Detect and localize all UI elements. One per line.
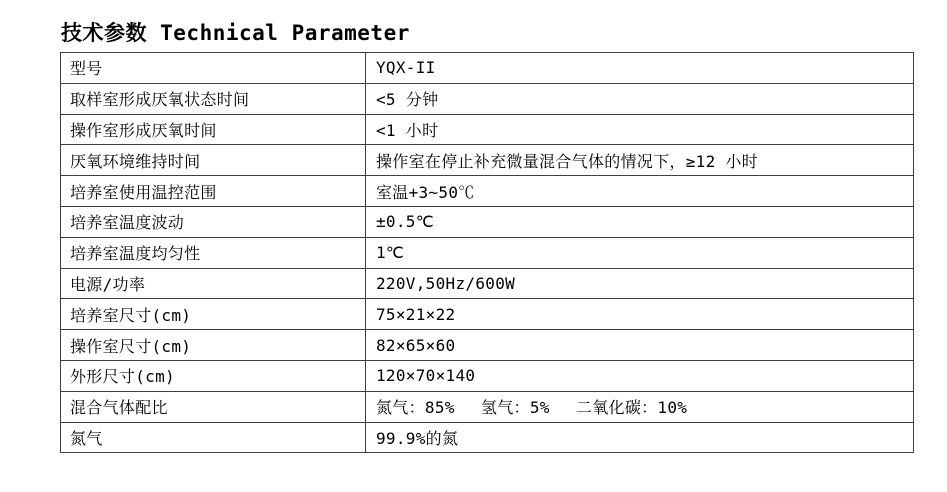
table-row	[61, 83, 914, 114]
parameter-label-cell: 取样室形成厌氧状态时间	[61, 83, 366, 114]
parameter-table-body	[61, 53, 914, 453]
parameter-label-cell: 操作室尺寸(cm)	[61, 330, 366, 361]
parameter-value-cell: YQX-II	[366, 53, 914, 84]
parameter-value-cell: 室温+3~50℃	[366, 176, 914, 207]
parameter-value-cell: 操作室在停止补充微量混合气体的情况下，≥12 小时	[366, 145, 914, 176]
parameter-label-cell: 操作室形成厌氧时间	[61, 114, 366, 145]
page-title: 技术参数 Technical Parameter	[61, 21, 410, 45]
parameter-value-cell: <5 分钟	[366, 83, 914, 114]
table-row	[61, 206, 914, 237]
parameter-value-cell: ±0.5℃	[366, 206, 914, 237]
parameter-label-cell: 培养室使用温控范围	[61, 176, 366, 207]
parameter-label-cell: 氮气	[61, 422, 366, 453]
parameter-value-cell: 氮气：85% 氢气：5% 二氧化碳：10%	[366, 391, 914, 422]
table-row	[61, 422, 914, 453]
parameter-label-cell: 型号	[61, 53, 366, 84]
table-row	[61, 237, 914, 268]
parameter-value-cell: 82×65×60	[366, 330, 914, 361]
technical-parameter-table	[60, 52, 914, 453]
table-row	[61, 53, 914, 84]
table-row	[61, 176, 914, 207]
parameter-label-cell: 培养室温度波动	[61, 206, 366, 237]
parameter-value-cell: 1℃	[366, 237, 914, 268]
table-row	[61, 391, 914, 422]
parameter-label-cell: 电源/功率	[61, 268, 366, 299]
parameter-value-cell: 75×21×22	[366, 299, 914, 330]
parameter-label-cell: 培养室温度均匀性	[61, 237, 366, 268]
table-row	[61, 114, 914, 145]
parameter-label-cell: 厌氧环境维持时间	[61, 145, 366, 176]
table-row	[61, 299, 914, 330]
parameter-label-cell: 培养室尺寸(cm)	[61, 299, 366, 330]
table-row	[61, 268, 914, 299]
table-row	[61, 360, 914, 391]
table-row	[61, 145, 914, 176]
parameter-label-cell: 外形尺寸(cm)	[61, 360, 366, 391]
parameter-value-cell: <1 小时	[366, 114, 914, 145]
parameter-value-cell: 220V,50Hz/600W	[366, 268, 914, 299]
parameter-value-cell: 120×70×140	[366, 360, 914, 391]
parameter-value-cell: 99.9%的氮	[366, 422, 914, 453]
parameter-label-cell: 混合气体配比	[61, 391, 366, 422]
table-row	[61, 330, 914, 361]
